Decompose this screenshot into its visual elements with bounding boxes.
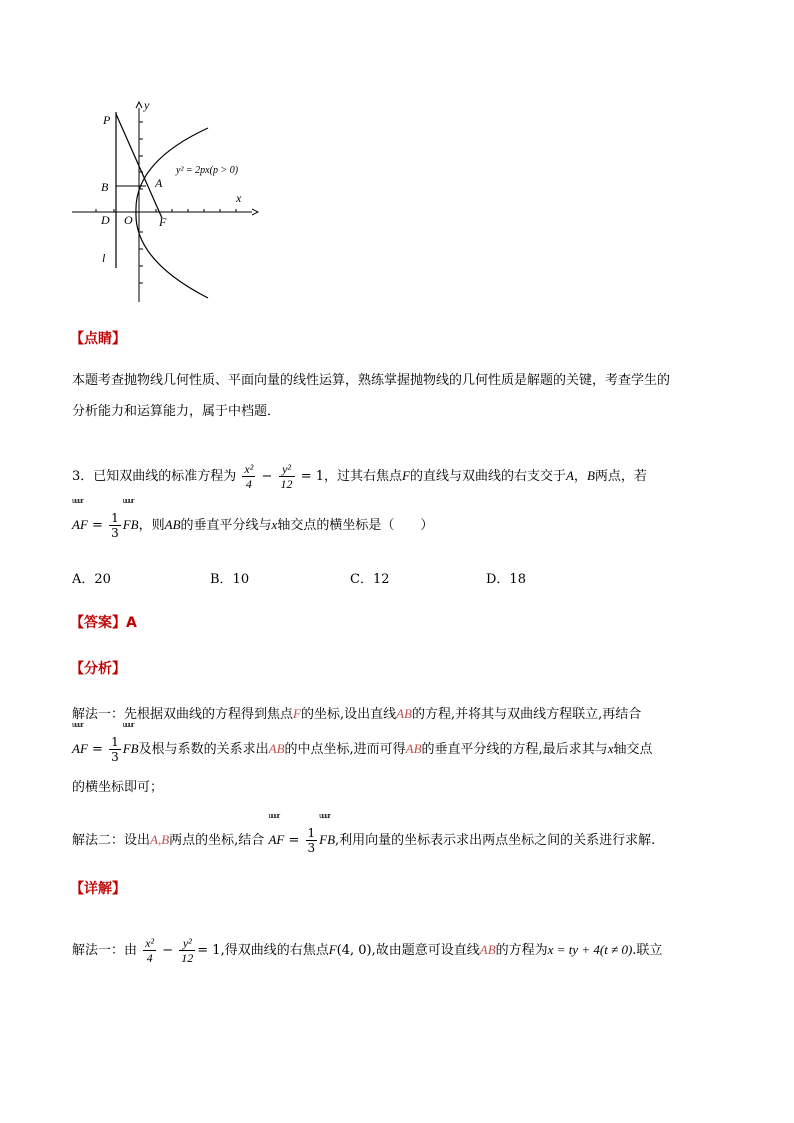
minus-sign: − <box>261 469 273 484</box>
fraction-x2-over-4: $\frac{\text{x²}}{4}$ <box>145 936 155 965</box>
answer-value: A <box>126 615 137 631</box>
q3-prefix: 3．已知双曲线的标准方程为 <box>72 469 237 484</box>
option-d: D．18 <box>486 572 526 587</box>
x-axis-arrow <box>252 209 258 215</box>
vector-fb: uuur FB <box>122 720 139 756</box>
focus-f: F <box>402 468 410 483</box>
fraction-y2-over-12: $\frac{\text{y²}}{12}$ <box>181 936 194 965</box>
answer-heading: 【答案】A <box>70 615 137 631</box>
detail-heading: 【详解】 <box>70 881 126 897</box>
analysis-method-1-line-2: uuur AF = $\frac{1}{3}$ uuur FB及根与系数的关系求出AB的中点坐标,进而可得AB的垂直平分线的方程,最后求其与x轴交点 <box>72 729 652 770</box>
analysis-method-1-line-3: 的横坐标即可； <box>72 780 164 795</box>
dianjing-line-2: 分析能力和运算能力，属于中档题． <box>72 404 281 419</box>
parabola-equation: y² = 2px(p > 0) <box>176 165 239 176</box>
label-x: x <box>236 191 242 205</box>
vector-fb: uuur FB <box>122 496 139 532</box>
vector-af: uuur AF <box>268 811 285 847</box>
label-f: F <box>159 215 167 229</box>
vector-fb: uuur FB <box>319 811 336 847</box>
analysis-method-1-line-1: 解法一：先根据双曲线的方程得到焦点F的坐标,设出直线AB的方程,并将其与双曲线方程联立,再结合 <box>72 706 642 722</box>
y-axis-ticks <box>139 122 143 283</box>
fraction-one-third: $\frac{1}{3}$ <box>111 511 119 540</box>
analysis-heading: 【分析】 <box>70 661 126 677</box>
fraction-y2-over-12: $\frac{\text{y²}}{12}$ <box>280 462 293 491</box>
dianjing-line-1: 本题考查抛物线几何性质、平面向量的线性运算，熟练掌握抛物线的几何性质是解题的关键，考查学生的 <box>72 373 671 388</box>
label-y: y <box>144 98 150 112</box>
detail-line-1: 解法一：由 $\frac{\text{x²}}{4}$ − $\frac{\text{y²}}{12}$ = 1,得双曲线的右焦点F(4, 0),故由题意可设直线AB的方程为x = ty + 4(t ≠ 0).联立 <box>72 936 663 965</box>
label-o: O <box>124 213 133 227</box>
label-d: D <box>101 213 110 227</box>
y-axis-arrow <box>136 102 142 108</box>
label-l: l <box>102 251 106 265</box>
question-3-line-2: uuur AF = $\frac{1}{3}$ uuur FB，则AB的垂直平分线与x轴交点的横坐标是（ ） <box>72 505 433 546</box>
analysis-method-2: 解法二：设出A,B两点的坐标,结合 uuur AF = $\frac{1}{3}$ uuur FB,利用向量的坐标表示求出两点坐标之间的关系进行求解. <box>72 820 655 861</box>
fraction-one-third: $\frac{1}{3}$ <box>307 826 316 855</box>
vector-af: uuur AF <box>72 720 88 756</box>
equals-one: = 1 <box>300 469 324 484</box>
question-3-line-1: 3．已知双曲线的标准方程为 $\frac{\text{x²}}{4}$ − $\frac{\text{y²}}{12}$ = 1，过其右焦点F的直线与双曲线的右支交于A，B两点，若 <box>72 462 647 491</box>
option-b: B．10 <box>210 572 250 587</box>
vector-af: uuur AF <box>72 496 88 532</box>
fraction-one-third: $\frac{1}{3}$ <box>111 735 119 764</box>
fraction-x2-over-4: $\frac{\text{x²}}{4}$ <box>244 462 254 491</box>
parabola-figure <box>66 92 266 304</box>
option-a: A．20 <box>72 572 111 587</box>
label-b: B <box>101 180 109 194</box>
parabola-curve <box>136 128 208 298</box>
dianjing-heading: 【点睛】 <box>70 331 126 347</box>
option-c: C．12 <box>350 572 390 587</box>
label-p: P <box>103 113 111 127</box>
label-a: A <box>155 176 163 190</box>
